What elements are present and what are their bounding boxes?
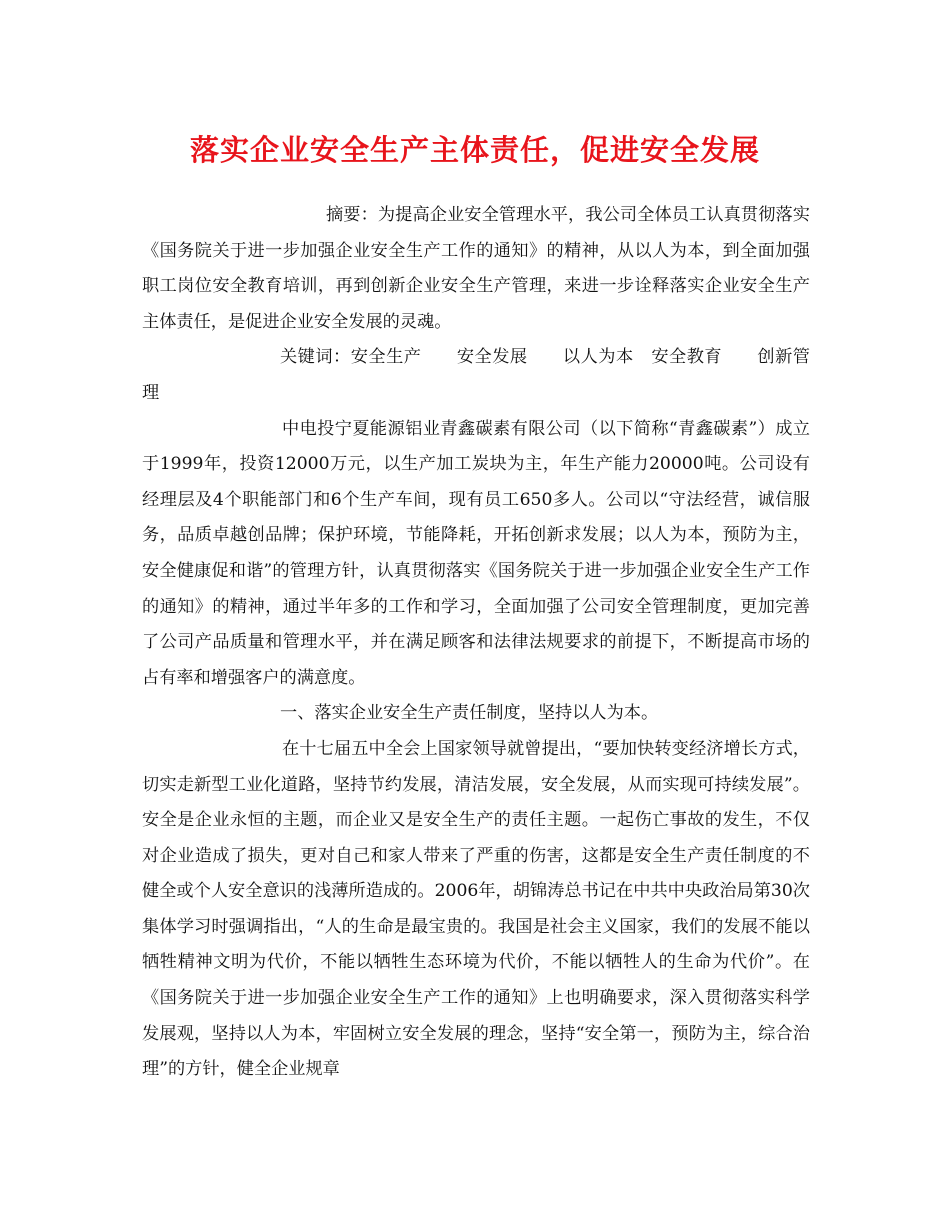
abstract-paragraph: 摘要：为提高企业安全管理水平，我公司全体员工认真贯彻落实《国务院关于进一步加强企业安全生产工作的通知》的精神，从以人为本，到全面加强职工岗位安全教育培训，再到创新企业安全生产管理，来进一步诠释落实企业安全生产主体责任，是促进企业安全发展的灵魂。: [142, 205, 810, 332]
section-heading: 一、落实企业安全生产责任制度，坚持以人为本。: [280, 703, 659, 724]
document-title: 落实企业安全生产主体责任，促进安全发展: [189, 133, 760, 167]
keywords-paragraph: 关键词：安全生产 安全发展 以人为本 安全教育 创新管理: [142, 347, 810, 403]
document-body: [142, 198, 810, 1088]
section-body-paragraph: 在十七届五中全会上国家领导就曾提出，“要加快转变经济增长方式，切实走新型工业化道路，坚持节约发展，清洁发展，安全发展，从而实现可持续发展”。安全是企业永恒的主题，而企业又是安全生产的责任主题。一起伤亡事故的发生，不仅对企业造成了损失，更对自己和家人带来了严重的伤害，这都是安全生产责任制度的不健全或个人安全意识的浅薄所造成的。2006年，胡锦涛总书记在中共中央政治局第30次集体学习时强调指出，“人的生命是最宝贵的。我国是社会主义国家，我们的发展不能以牺牲精神文明为代价，不能以牺牲生态环境为代价，不能以牺牲人的生命为代价”。在《国务院关于进一步加强企业安全生产工作的通知》上也明确要求，深入贯彻落实科学发展观，坚持以人为本，牢固树立安全发展的理念，坚持“安全第一，预防为主，综合治理”的方针，健全企业规章: [142, 738, 810, 1080]
company-intro-paragraph: 中电投宁夏能源铝业青鑫碳素有限公司（以下简称“青鑫碳素”）成立于1999年，投资12000万元，以生产加工炭块为主，年生产能力20000吨。公司设有经理层及4个职能部门和6个生产车间，现有员工650多人。公司以“守法经营，诚信服务，品质卓越创品牌；保护环境，节能降耗，开拓创新求发展；以人为本，预防为主，安全健康促和谐”的管理方针，认真贯彻落实《国务院关于进一步加强企业安全生产工作的通知》的精神，通过半年多的工作和学习，全面加强了公司安全管理制度，更加完善了公司产品质量和管理水平，并在满足顾客和法律法规要求的前提下，不断提高市场的占有率和增强客户的满意度。: [142, 418, 810, 688]
